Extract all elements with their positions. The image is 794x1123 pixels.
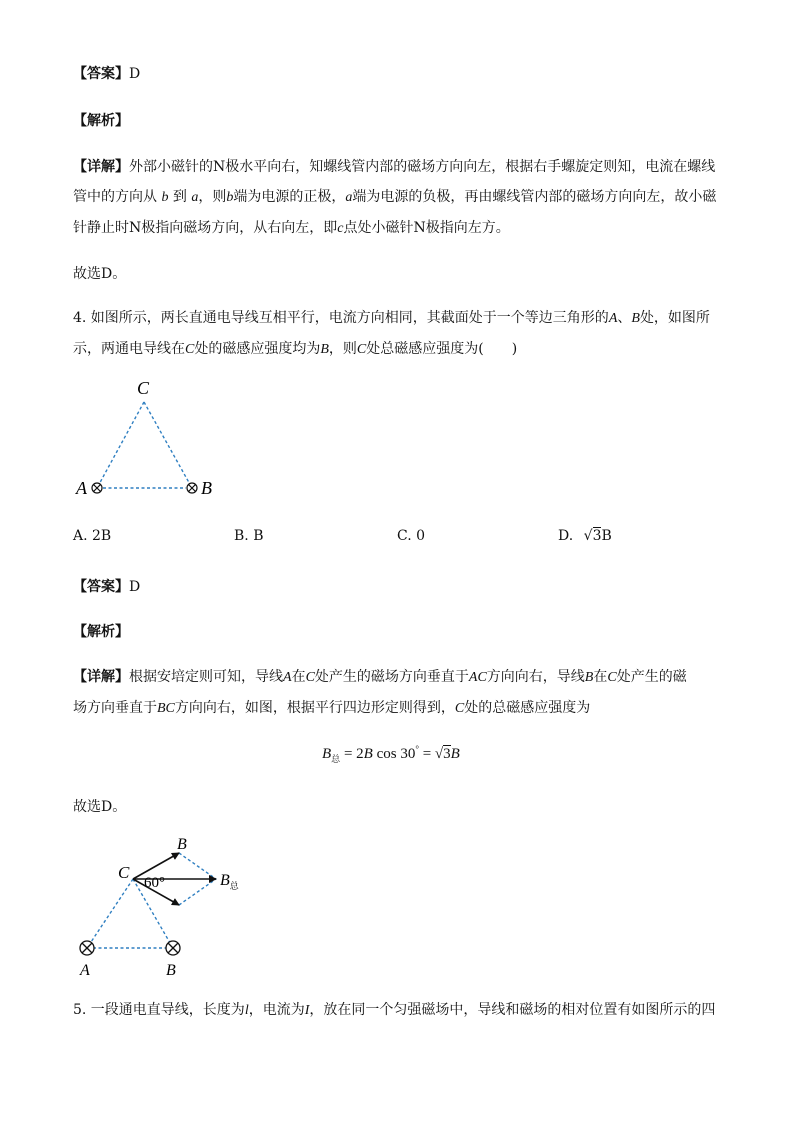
q3-detail-line-1 — [73, 157, 715, 177]
text-run: 到 — [172, 189, 187, 205]
option-d — [558, 528, 612, 544]
formula-b: B — [363, 746, 373, 762]
sqrt-icon: √ — [583, 528, 593, 544]
var-B: B — [631, 311, 640, 326]
current-into-page-icon — [80, 941, 94, 955]
answer-label: 【答案】 — [73, 579, 129, 595]
text-run: 处的总磁感应强度为 — [464, 700, 591, 716]
label-b-total — [220, 872, 240, 891]
text-run: 外部小磁针的N极水平向右，知螺线管内部的磁场方向向左，根据右手螺旋定则知，电流在螺线 — [129, 159, 716, 175]
var-C: C — [356, 342, 367, 357]
text-run: 方向向右，如图，根据平行四边形定则得到， — [174, 700, 455, 716]
q4-stem-line-2 — [73, 339, 517, 360]
option-d-prefix: D. — [558, 528, 574, 544]
label-a: A — [80, 962, 90, 979]
triangle-figure — [70, 372, 230, 502]
var-l: l — [244, 1003, 249, 1018]
side-ca — [97, 402, 144, 488]
var-A: A — [283, 670, 292, 685]
text-run: ，电流为 — [248, 1002, 305, 1018]
text-run: 端为电源的负极，再由螺线管内部的磁场方向向左，故小磁 — [352, 189, 717, 205]
q3-answer — [73, 64, 140, 84]
label-b-total-letter: B — [220, 872, 230, 889]
text-run: ，则 — [198, 189, 227, 205]
var-C: C — [305, 670, 315, 685]
current-into-page-icon — [187, 483, 197, 493]
label-angle: 60° — [144, 875, 165, 891]
var-C: C — [454, 701, 465, 716]
detail-label: 【详解】 — [73, 669, 129, 685]
text-run: 场方向垂直于 — [73, 700, 157, 716]
q5-stem-line-1 — [73, 1000, 715, 1021]
q4-detail-line-2 — [73, 698, 590, 719]
text-run: 在 — [291, 669, 306, 685]
text-run: ，放在同一个匀强磁场中，导线和磁场的相对位置有如图所示的四 — [309, 1002, 716, 1018]
text-run: 针静止时N极指向磁场方向，从右向左，即 — [73, 220, 338, 236]
q3-detail-line-3 — [73, 218, 510, 239]
var-A: A — [608, 311, 618, 326]
label-a: A — [76, 478, 87, 498]
current-into-page-icon — [166, 941, 180, 955]
q3-detail-line-2 — [73, 187, 716, 208]
var-C: C — [607, 670, 617, 685]
radicand: 3 — [443, 746, 451, 762]
text-run: 管中的方向从 — [73, 189, 157, 205]
text-run: 5. 一段通电直导线，长度为 — [73, 1002, 245, 1018]
var-a: a — [191, 190, 199, 205]
formula-sub-total: 总 — [331, 754, 341, 764]
option-d-suffix: B — [601, 528, 612, 544]
text-run: 端为电源的正极， — [233, 189, 346, 205]
vector-figure — [70, 825, 270, 980]
formula-eq: = — [418, 746, 435, 762]
formula-eq: = 2 — [340, 746, 364, 762]
detail-label: 【详解】 — [73, 159, 129, 175]
var-B: B — [584, 670, 594, 685]
text-run: ，则 — [328, 341, 357, 357]
text-run: 处总磁感应强度为( ) — [366, 341, 518, 357]
q4-conclusion: 故选D。 — [73, 799, 127, 815]
radicand: 3 — [592, 528, 602, 544]
sqrt-icon: √ — [434, 746, 444, 762]
q3-analysis-label: 【解析】 — [73, 113, 129, 129]
var-I: I — [304, 1003, 310, 1018]
option-c: C. 0 — [397, 528, 426, 544]
text-run: 在 — [593, 669, 608, 685]
label-b-top: B — [177, 836, 187, 853]
formula-cos: cos 30 — [372, 746, 416, 762]
answer-value: D — [129, 579, 141, 595]
side-ca — [87, 879, 133, 948]
q4-stem-line-1 — [73, 308, 710, 329]
var-BC: BC — [157, 701, 175, 716]
parallelogram-side — [179, 879, 216, 905]
var-C: C — [185, 342, 195, 357]
parallelogram-side — [179, 853, 216, 879]
label-c: C — [118, 863, 130, 882]
option-a: A. 2B — [73, 528, 112, 544]
q4-answer — [73, 577, 140, 597]
answer-label: 【答案】 — [73, 66, 129, 82]
q4-analysis-label: 【解析】 — [73, 624, 129, 640]
text-run: 4. 如图所示，两长直通电导线互相平行，电流方向相同，其截面处于一个等边三角形的 — [73, 310, 609, 326]
var-AC: AC — [468, 670, 487, 685]
label-b: B — [201, 478, 212, 498]
option-b: B. B — [234, 528, 264, 544]
label-c: C — [137, 378, 150, 398]
var-b: b — [161, 190, 169, 205]
formula-b: B — [450, 746, 460, 762]
label-b: B — [166, 962, 176, 979]
var-b: b — [226, 190, 234, 205]
text-run: 方向向右，导线 — [486, 669, 585, 685]
text-run: 、 — [617, 310, 632, 326]
text-run: 点处小磁针N极指向左方。 — [343, 220, 510, 236]
var-a: a — [345, 190, 353, 205]
q4-detail-line-1 — [73, 667, 687, 688]
formula-b: B — [322, 746, 332, 762]
formula-degree: ° — [415, 744, 419, 754]
text-run: 处的磁感应强度均为 — [194, 341, 321, 357]
text-run: 处产生的磁 — [616, 669, 687, 685]
text-run: 处，如图所 — [639, 310, 710, 326]
var-c: c — [337, 221, 344, 236]
q3-conclusion: 故选D。 — [73, 266, 127, 282]
current-into-page-icon — [92, 483, 102, 493]
label-b-total-sub: 总 — [229, 881, 239, 891]
answer-value: D — [129, 66, 141, 82]
text-run: 根据安培定则可知，导线 — [129, 669, 283, 685]
text-run: 示，两通电导线在 — [73, 341, 185, 357]
formula-b-total — [322, 744, 460, 765]
text-run: 处产生的磁场方向垂直于 — [314, 669, 469, 685]
side-cb — [144, 402, 192, 488]
var-B: B — [320, 342, 329, 357]
